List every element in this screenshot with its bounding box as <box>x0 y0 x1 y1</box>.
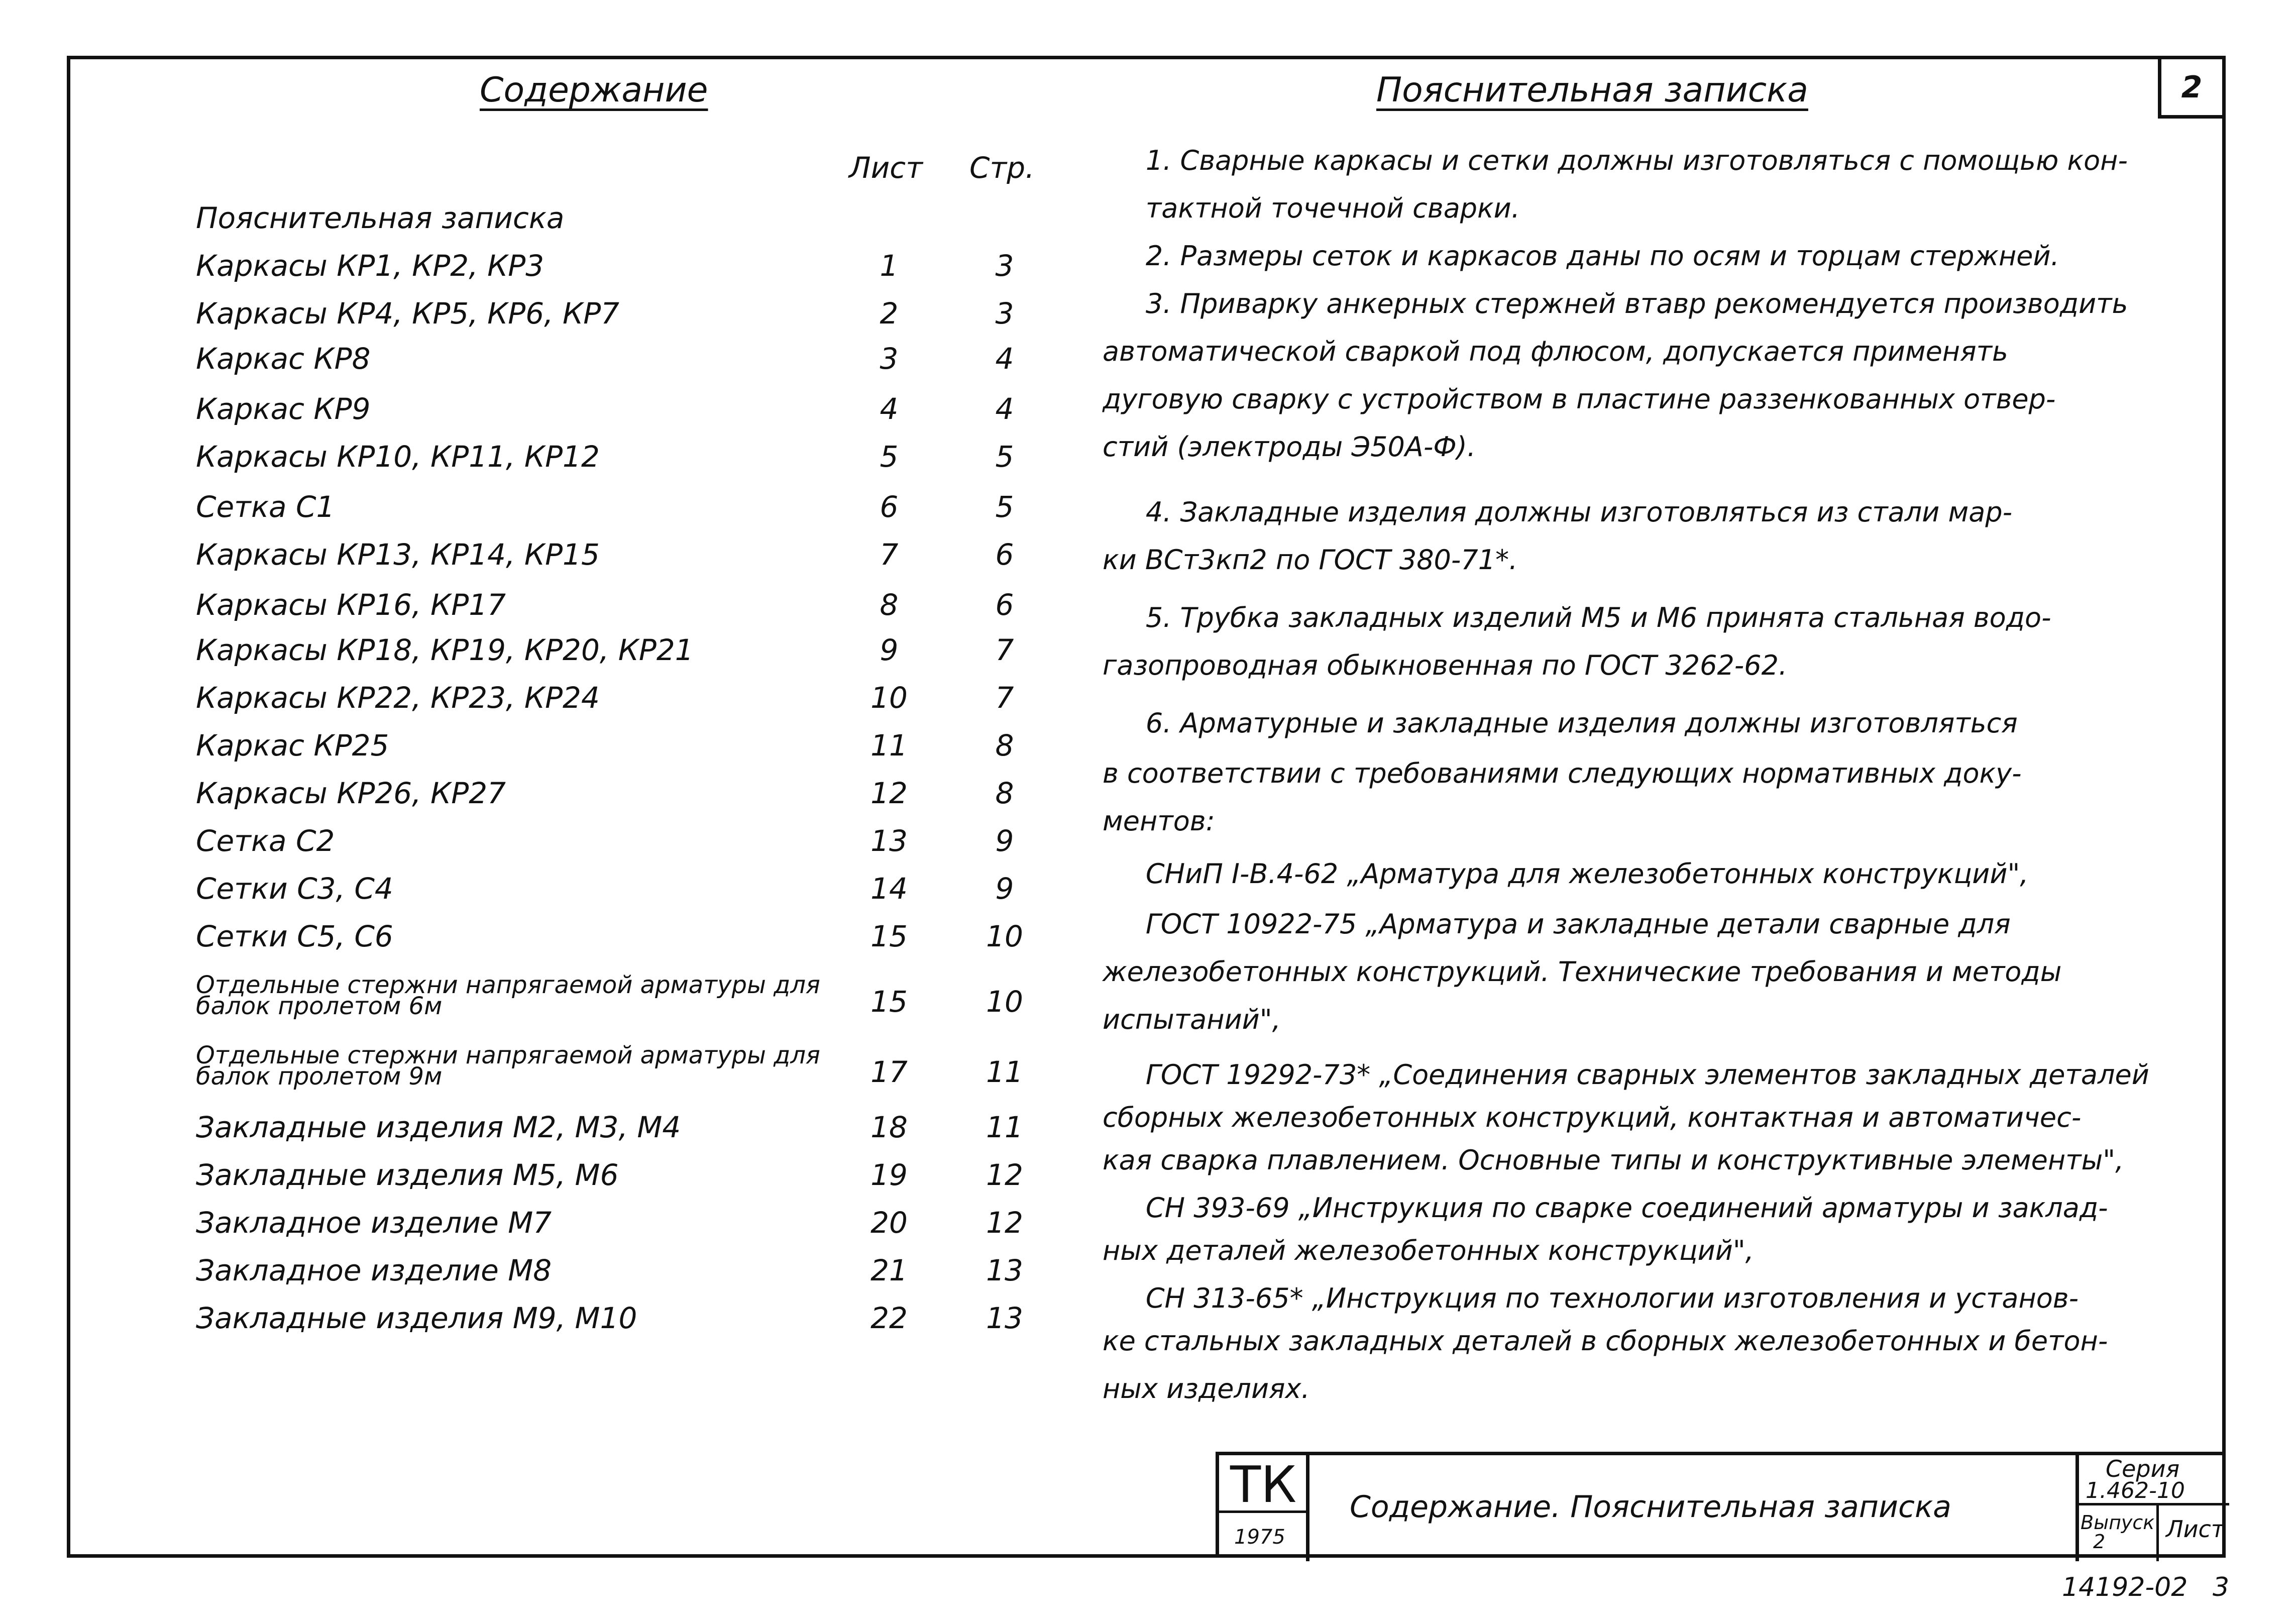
title-block-series-value: 1.462-10 <box>2086 1478 2185 1503</box>
toc-row <box>196 440 1050 485</box>
toc-item-sheet: 17 <box>870 1055 908 1089</box>
toc-item-title: Отдельные стержни напрягаемой арматуры для балок пролетом 6м <box>196 971 820 1020</box>
toc-item-page: 13 <box>986 1301 1023 1335</box>
toc-item-sheet: 3 <box>880 342 899 376</box>
toc-item-sheet: 15 <box>870 985 908 1019</box>
toc-row <box>196 919 1050 964</box>
toc-item-sheet: 6 <box>880 490 899 524</box>
title-block-org: ТК <box>1230 1455 1297 1514</box>
toc-row <box>196 872 1050 917</box>
title-block-title: Содержание. Пояснительная записка <box>1350 1489 1951 1525</box>
note-heading: Пояснительная записка <box>1376 70 1808 110</box>
toc-row <box>196 490 1050 535</box>
toc-item-sheet: 11 <box>870 728 908 763</box>
toc-item-title: Закладное изделие М8 <box>196 1253 552 1287</box>
toc-item-title: Каркасы КР4, КР5, КР6, КР7 <box>196 296 620 331</box>
toc-row <box>196 1253 1050 1299</box>
toc-row <box>196 1206 1050 1251</box>
toc-item-page: 5 <box>995 490 1014 524</box>
toc-item-title: Каркасы КР22, КР23, КР24 <box>196 681 600 715</box>
note-line: 1. Сварные каркасы и сетки должны изготовляться с помощью кон- <box>1103 145 2128 176</box>
toc-row <box>196 728 1050 774</box>
toc-item-title: Каркасы КР10, КР11, КР12 <box>196 440 600 474</box>
note-line: газопроводная обыкновенная по ГОСТ 3262-62. <box>1103 650 1788 681</box>
toc-row <box>196 588 1050 633</box>
note-line: сборных железобетонных конструкций, контактная и автоматичес- <box>1103 1102 2082 1133</box>
toc-item-sheet: 8 <box>880 588 899 622</box>
note-line: дуговую сварку с устройством в пластине раззенкованных отвер- <box>1103 383 2056 415</box>
toc-item-sheet: 9 <box>880 633 899 667</box>
note-line: СН 313-65* „Инструкция по технологии изготовления и установ- <box>1103 1282 2079 1314</box>
toc-item-page: 10 <box>986 919 1023 953</box>
toc-item-page: 9 <box>995 824 1014 858</box>
note-line: 6. Арматурные и закладные изделия должны изготовляться <box>1103 707 2018 739</box>
toc-item-title: Отдельные стержни напрягаемой арматуры для балок пролетом 9м <box>196 1041 820 1091</box>
toc-item-page: 6 <box>995 537 1014 572</box>
toc-row <box>196 776 1050 821</box>
note-line: ных изделиях. <box>1103 1373 1310 1405</box>
toc-item-title: Сетки С3, С4 <box>196 872 393 906</box>
toc-item-title: Каркас КР8 <box>196 342 371 376</box>
toc-item-page: 8 <box>995 728 1014 763</box>
toc-item-title: Каркасы КР1, КР2, КР3 <box>196 249 544 283</box>
toc-item-sheet: 1 <box>880 249 899 283</box>
note-line: ки ВСт3кп2 по ГОСТ 380-71*. <box>1103 544 1518 576</box>
toc-item-title: Сетка С1 <box>196 490 335 524</box>
note-line: ментов: <box>1103 805 1215 837</box>
toc-item-sheet: 7 <box>880 537 899 572</box>
toc-item-page: 9 <box>995 872 1014 906</box>
toc-row <box>196 681 1050 726</box>
toc-row <box>196 201 1050 246</box>
title-block-sheet-label: Лист <box>2166 1516 2225 1543</box>
note-line: испытаний", <box>1103 1004 1281 1035</box>
toc-item-title: Пояснительная записка <box>196 201 565 235</box>
note-line: 4. Закладные изделия должны изготовляться из стали мар- <box>1103 496 2013 528</box>
note-line: кая сварка плавлением. Основные типы и конструктивные элементы", <box>1103 1144 2124 1176</box>
toc-item-title: Закладные изделия М5, М6 <box>196 1158 619 1192</box>
note-line: СН 393-69 „Инструкция по сварке соединений арматуры и заклад- <box>1103 1192 2108 1224</box>
toc-row <box>196 249 1050 294</box>
footer-code: 14192-02 <box>2062 1572 2188 1602</box>
note-line: тактной точечной сварки. <box>1103 192 1520 224</box>
toc-item-sheet: 18 <box>870 1110 908 1144</box>
toc-item-title: Каркасы КР26, КР27 <box>196 776 506 810</box>
toc-item-title: Закладные изделия М9, М10 <box>196 1301 637 1335</box>
toc-item-sheet: 4 <box>880 392 899 426</box>
toc-row <box>196 1041 1050 1091</box>
toc-item-sheet: 5 <box>880 440 899 474</box>
toc-item-title: Закладные изделия М2, М3, М4 <box>196 1110 681 1144</box>
toc-item-sheet: 12 <box>870 776 908 810</box>
toc-item-title: Каркас КР25 <box>196 728 389 763</box>
sheet-number: 2 <box>2158 56 2226 119</box>
note-line: ных деталей железобетонных конструкций", <box>1103 1235 1754 1266</box>
toc-item-page: 11 <box>986 1110 1023 1144</box>
toc-row <box>196 633 1050 678</box>
toc-item-sheet: 19 <box>870 1158 908 1192</box>
toc-item-page: 6 <box>995 588 1014 622</box>
toc-item-page: 10 <box>986 985 1023 1019</box>
toc-item-sheet: 21 <box>870 1253 908 1287</box>
toc-item-page: 13 <box>986 1253 1023 1287</box>
toc-item-sheet: 20 <box>870 1206 908 1240</box>
toc-item-page: 12 <box>986 1158 1023 1192</box>
toc-item-page: 8 <box>995 776 1014 810</box>
note-line: ГОСТ 10922-75 „Арматура и закладные детали сварные для <box>1103 908 2011 940</box>
note-line: железобетонных конструкций. Технические требования и методы <box>1103 956 2062 988</box>
toc-item-sheet: 22 <box>870 1301 908 1335</box>
title-block-issue-value: 2 <box>2093 1531 2106 1553</box>
note-line: 2. Размеры сеток и каркасов даны по осям и торцам стержней. <box>1103 240 2059 272</box>
toc-row <box>196 537 1050 583</box>
toc-column-sheet: Лист <box>849 151 923 185</box>
toc-item-sheet: 15 <box>870 919 908 953</box>
toc-heading: Содержание <box>480 70 708 110</box>
toc-item-page: 5 <box>995 440 1014 474</box>
toc-row <box>196 296 1050 342</box>
toc-item-page: 12 <box>986 1206 1023 1240</box>
toc-row <box>196 1110 1050 1155</box>
toc-item-sheet: 10 <box>870 681 908 715</box>
toc-item-sheet: 2 <box>880 296 899 331</box>
toc-item-sheet: 13 <box>870 824 908 858</box>
note-line: 5. Трубка закладных изделий М5 и М6 принята стальная водо- <box>1103 602 2051 633</box>
toc-item-title: Каркасы КР13, КР14, КР15 <box>196 537 600 572</box>
toc-item-title: Сетка С2 <box>196 824 335 858</box>
toc-item-title: Сетки С5, С6 <box>196 919 393 953</box>
toc-item-title: Каркасы КР16, КР17 <box>196 588 506 622</box>
toc-column-page: Стр. <box>969 151 1035 185</box>
toc-item-page: 4 <box>995 392 1014 426</box>
note-line: в соответствии с требованиями следующих нормативных доку- <box>1103 758 2022 789</box>
toc-item-page: 3 <box>995 249 1014 283</box>
toc-item-title: Закладное изделие М7 <box>196 1206 552 1240</box>
note-line: стий (электроды Э50А-Ф). <box>1103 431 1476 463</box>
title-block-series-label: Серия <box>2106 1455 2180 1482</box>
toc-item-page: 7 <box>995 681 1014 715</box>
note-line: ке стальных закладных деталей в сборных железобетонных и бетон- <box>1103 1325 2108 1357</box>
toc-row <box>196 1158 1050 1203</box>
toc-row <box>196 1301 1050 1346</box>
title-block-year: 1975 <box>1234 1526 1285 1549</box>
toc-item-page: 11 <box>986 1055 1023 1089</box>
note-line: СНиП I-В.4-62 „Арматура для железобетонных конструкций", <box>1103 858 2029 890</box>
note-line: ГОСТ 19292-73* „Соединения сварных элементов закладных деталей <box>1103 1059 2149 1091</box>
toc-item-page: 7 <box>995 633 1014 667</box>
toc-item-page: 3 <box>995 296 1014 331</box>
toc-item-title: Каркасы КР18, КР19, КР20, КР21 <box>196 633 694 667</box>
toc-item-title: Каркас КР9 <box>196 392 371 426</box>
toc-item-sheet: 14 <box>870 872 908 906</box>
toc-item-page: 4 <box>995 342 1014 376</box>
note-line: 3. Приварку анкерных стержней втавр рекомендуется производить <box>1103 288 2128 319</box>
toc-row <box>196 392 1050 437</box>
toc-row <box>196 971 1050 1020</box>
title-block-issue-label: Выпуск <box>2081 1511 2155 1534</box>
toc-row <box>196 824 1050 869</box>
note-line: автоматической сваркой под флюсом, допускается применять <box>1103 336 2008 367</box>
footer-page: 3 <box>2213 1572 2230 1602</box>
toc-row <box>196 342 1050 387</box>
title-block <box>1216 1452 2226 1558</box>
